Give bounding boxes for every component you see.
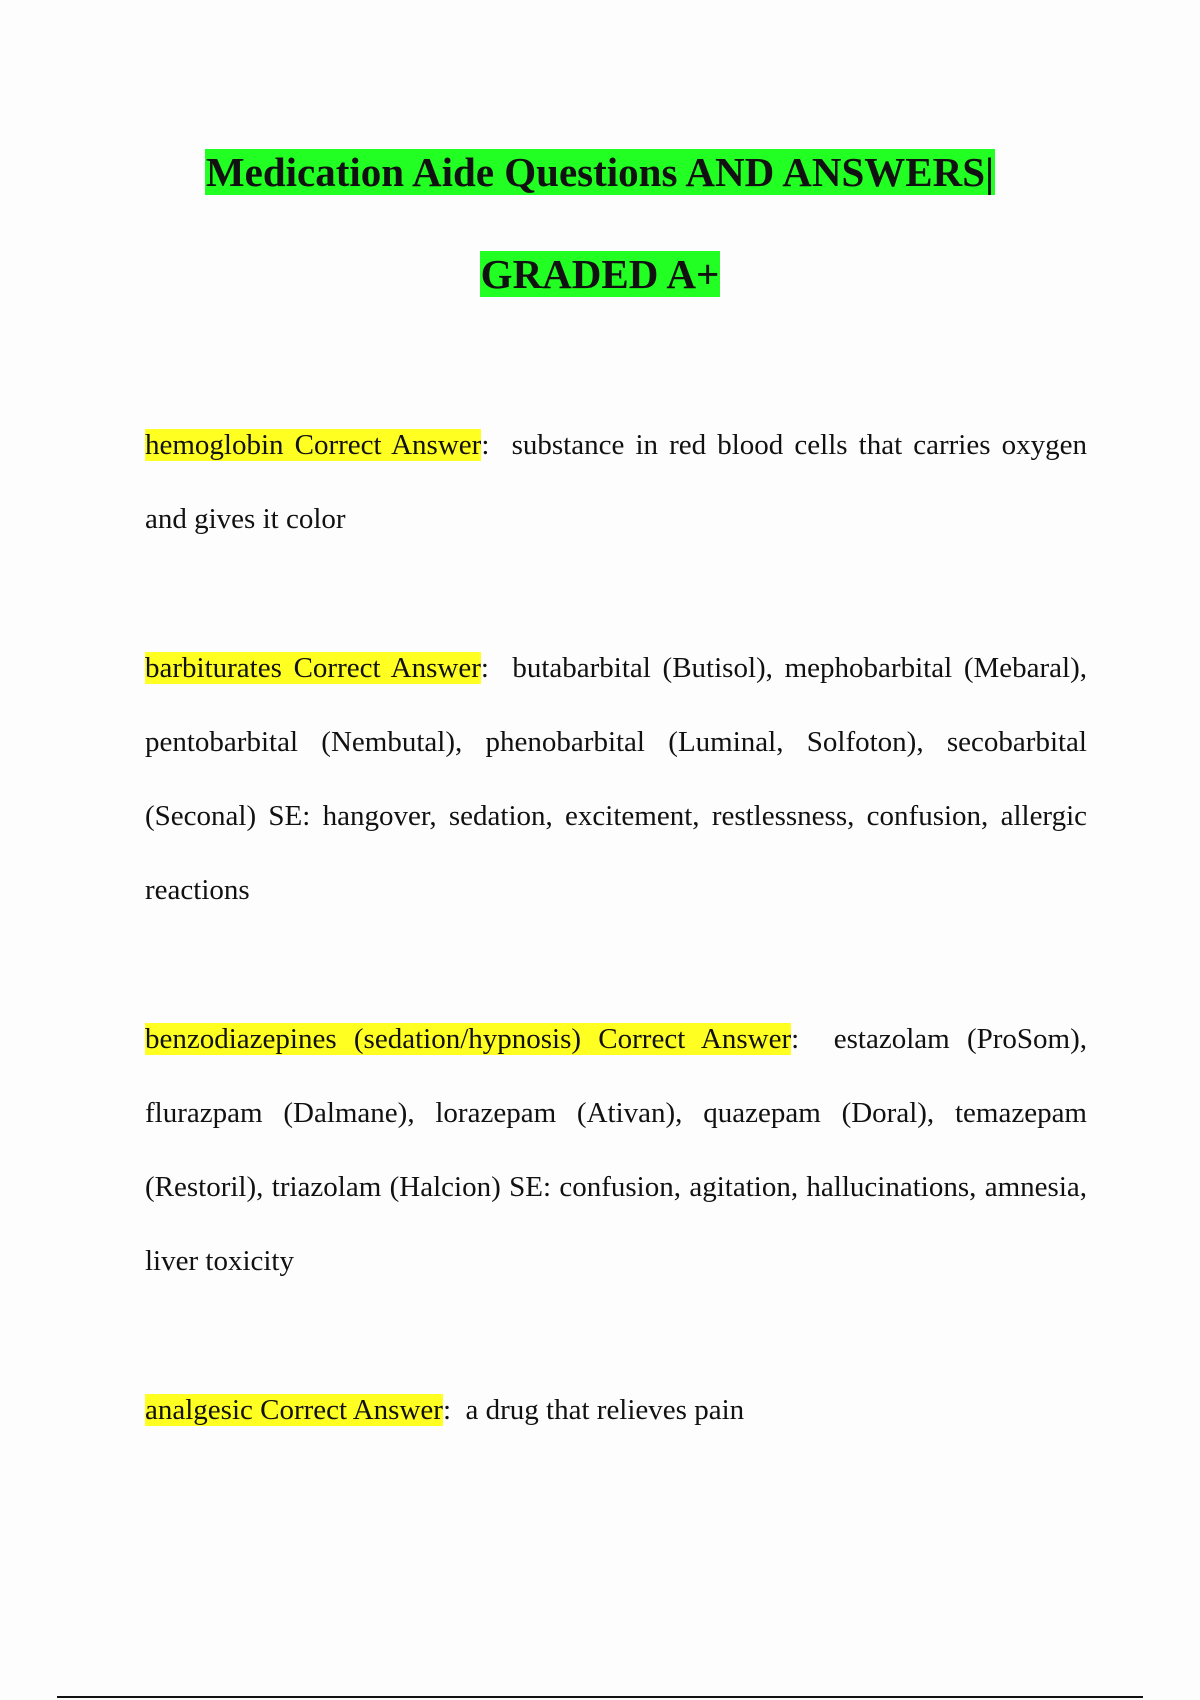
- entry-separator: :: [442, 1394, 452, 1426]
- title-highlight: GRADED A+: [480, 251, 720, 297]
- document-title-line-2: [0, 249, 1200, 299]
- entry-definition: estazolam (ProSom), flurazpam (Dalmane), lorazepam (Ativan), quazepam (Doral), temazepam (Restoril), triazolam (Halcion) SE: confusion, agitation, hallucinations, amnesia, liver toxicity: [145, 1023, 1087, 1277]
- qa-entry-benzodiazepines: [145, 1002, 1087, 1298]
- title-highlight: Medication Aide Questions AND ANSWERS|: [205, 149, 995, 195]
- entry-definition: a drug that relieves pain: [465, 1394, 745, 1426]
- entry-separator: :: [791, 1023, 800, 1055]
- qa-entry-analgesic: [145, 1373, 1087, 1447]
- entry-term: analgesic Correct Answer: [145, 1394, 443, 1426]
- qa-entry-barbiturates: [145, 631, 1087, 927]
- entry-definition: butabarbital (Butisol), mephobarbital (Mebaral), pentobarbital (Nembutal), phenobarbital (Luminal, Solfoton), secobarbital (Seconal) SE: hangover, sedation, excitement, restlessness, confusion, allergic reactions: [145, 652, 1088, 906]
- entry-term: benzodiazepines (sedation/hypnosis) Correct Answer: [145, 1023, 792, 1055]
- entry-definition: substance in red blood cells that carries oxygen and gives it color: [145, 429, 1087, 535]
- entry-term: hemoglobin Correct Answer: [145, 429, 482, 461]
- entry-separator: :: [480, 652, 489, 684]
- footer-rule: [57, 1696, 1143, 1698]
- qa-entry-hemoglobin: [145, 408, 1087, 556]
- entry-separator: :: [481, 429, 490, 461]
- document-title-line-1: [0, 147, 1200, 197]
- entry-term: barbiturates Correct Answer: [145, 652, 481, 684]
